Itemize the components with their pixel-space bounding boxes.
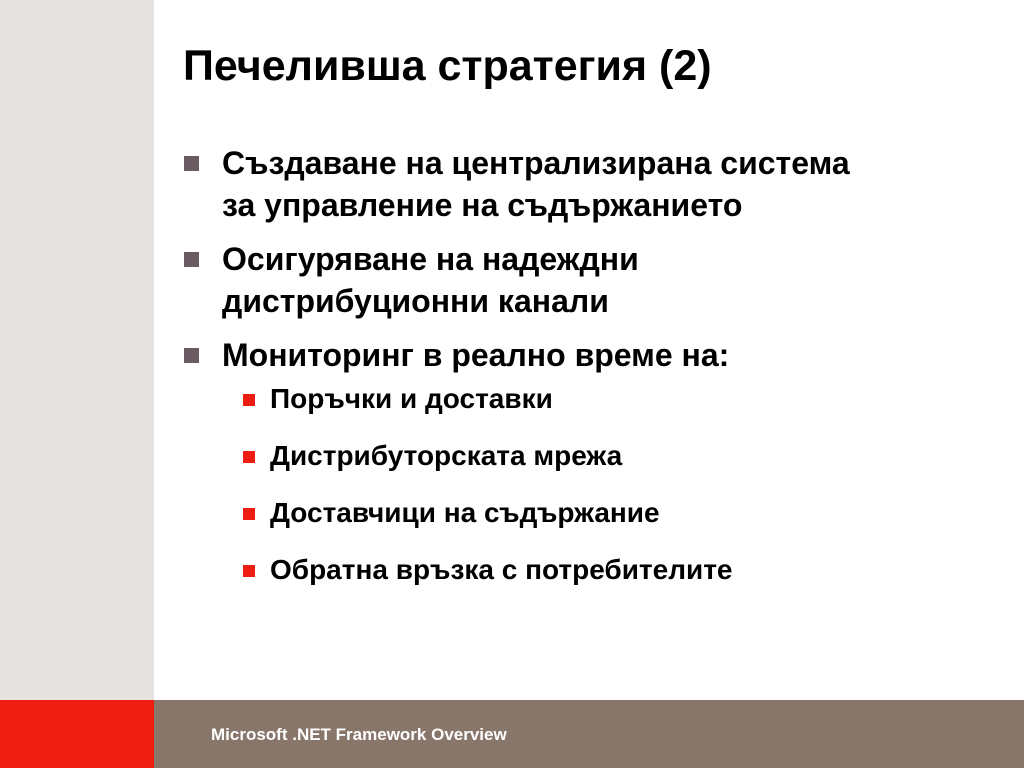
square-bullet-icon xyxy=(184,348,199,363)
sub-bullet-item xyxy=(242,439,1003,473)
slide-title: Печеливша стратегия (2) xyxy=(183,42,712,90)
sub-bullet-text: Обратна връзка с потребителите xyxy=(270,554,733,585)
bullet-text: Осигуряване на надеждни дистрибуционни канали xyxy=(222,241,639,319)
sub-bullet-text: Поръчки и доставки xyxy=(270,383,553,414)
footer-text: Microsoft .NET Framework Overview xyxy=(211,725,507,744)
bullet-item xyxy=(183,238,1003,322)
footer-red-block xyxy=(0,700,154,768)
sub-bullet-item xyxy=(242,553,1003,587)
bullet-item xyxy=(183,334,1003,587)
bullet-list xyxy=(183,142,1003,610)
red-square-bullet-icon xyxy=(243,565,255,577)
footer-bar xyxy=(154,700,1024,768)
sub-bullet-text: Дистрибуторската мрежа xyxy=(270,440,623,471)
sub-bullet-list xyxy=(222,382,1003,587)
sub-bullet-item xyxy=(242,496,1003,530)
bullet-text: Мониторинг в реално време на: xyxy=(222,337,730,373)
bullet-item xyxy=(183,142,1003,226)
red-square-bullet-icon xyxy=(243,451,255,463)
bullet-text: Създаване на централизирана система за управление на съдържанието xyxy=(222,145,850,223)
sub-bullet-text: Доставчици на съдържание xyxy=(270,497,660,528)
sub-bullet-item xyxy=(242,382,1003,416)
red-square-bullet-icon xyxy=(243,508,255,520)
red-square-bullet-icon xyxy=(243,394,255,406)
left-decorative-band xyxy=(0,0,154,700)
square-bullet-icon xyxy=(184,252,199,267)
square-bullet-icon xyxy=(184,156,199,171)
